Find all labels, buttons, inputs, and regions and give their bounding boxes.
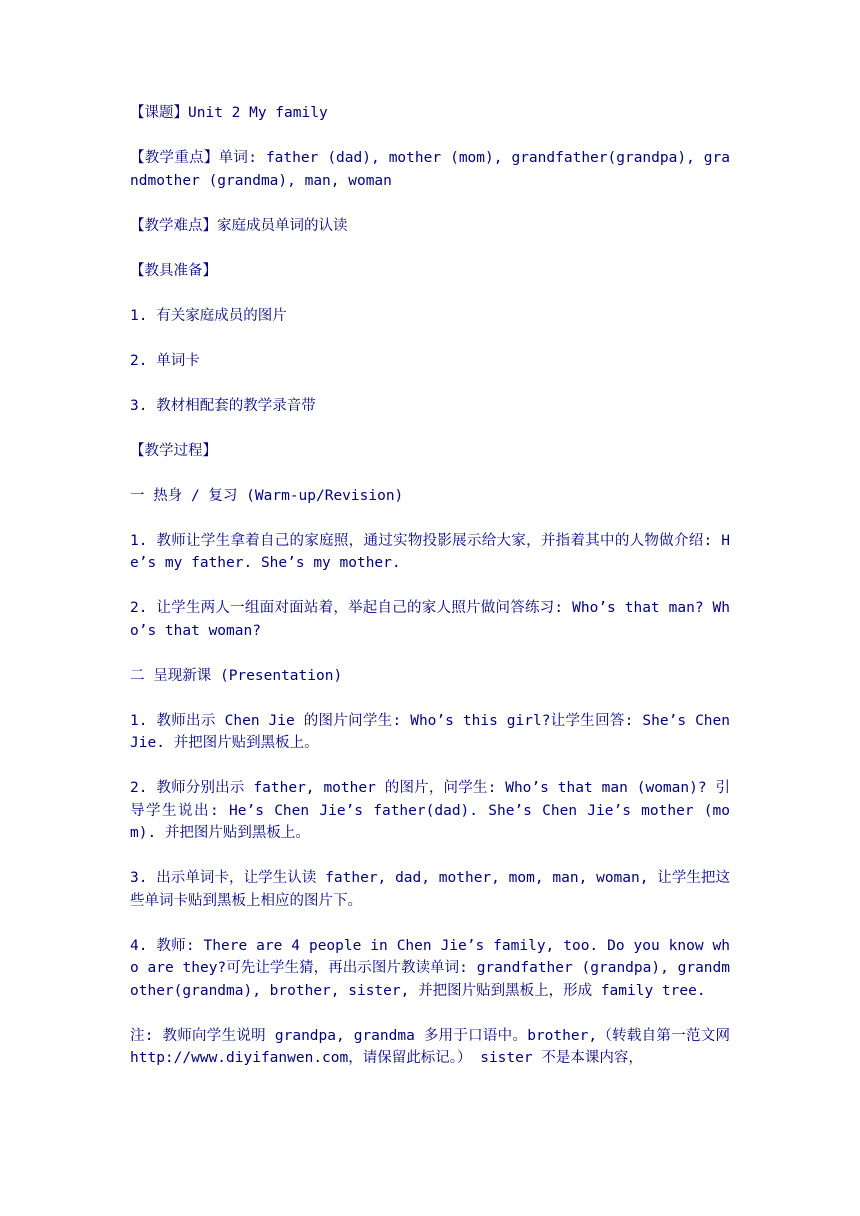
- section-heading-presentation: 二 呈现新课 (Presentation): [130, 667, 343, 684]
- teaching-difficulty: 【教学难点】家庭成员单词的认读: [130, 217, 348, 234]
- warmup-step: 2. 让学生两人一组面对面站着，举起自己的家人照片做问答练习: Who’s that man? Who’s that woman?: [130, 600, 730, 639]
- presentation-step: 1. 教师出示 Chen Jie 的图片问学生: Who’s this girl?让学生回答: She’s Chen Jie. 并把图片贴到黑板上。: [130, 712, 730, 751]
- teaching-aid-item: 3. 教材相配套的教学录音带: [130, 397, 316, 414]
- teacher-note: 注: 教师向学生说明 grandpa, grandma 多用于口语中。brother,（转载自第一范文网 http://www.diyifanwen.com，请保留此标记。） sister 不是本课内容，: [130, 1027, 730, 1066]
- presentation-step: 3. 出示单词卡，让学生认读 father, dad, mother, mom, man, woman, 让学生把这些单词卡贴到黑板上相应的图片下。: [130, 870, 730, 909]
- teaching-aid-item: 1. 有关家庭成员的图片: [130, 307, 287, 324]
- section-heading-warmup: 一 热身 / 复习 (Warm-up/Revision): [130, 487, 404, 504]
- teaching-aids-heading: 【教具准备】: [130, 262, 217, 279]
- lesson-title: 【课题】Unit 2 My family: [130, 105, 328, 121]
- teaching-focus: 【教学重点】单词: father (dad), mother (mom), grandfather(grandpa), grandmother (grandma), man, woman: [130, 150, 730, 189]
- teaching-process-heading: 【教学过程】: [130, 442, 217, 459]
- presentation-step: 4. 教师: There are 4 people in Chen Jie’s family, too. Do you know who are they?可先让学生猜，再出示图片教读单词: grandfather (grandpa), grandmother(grandma), brother, sister, 并把图片贴到黑板上，形成 family tree.: [130, 937, 730, 999]
- presentation-step: 2. 教师分别出示 father, mother 的图片，问学生: Who’s that man (woman)? 引导学生说出: He’s Chen Jie’s father(dad). She’s Chen Jie’s mother (mom). 并把图片贴到黑板上。: [130, 780, 730, 841]
- teaching-aid-item: 2. 单词卡: [130, 352, 200, 369]
- document-body: [130, 102, 730, 1092]
- warmup-step: 1. 教师让学生拿着自己的家庭照，通过实物投影展示给大家，并指着其中的人物做介绍: He’s my father. She’s my mother.: [130, 532, 731, 571]
